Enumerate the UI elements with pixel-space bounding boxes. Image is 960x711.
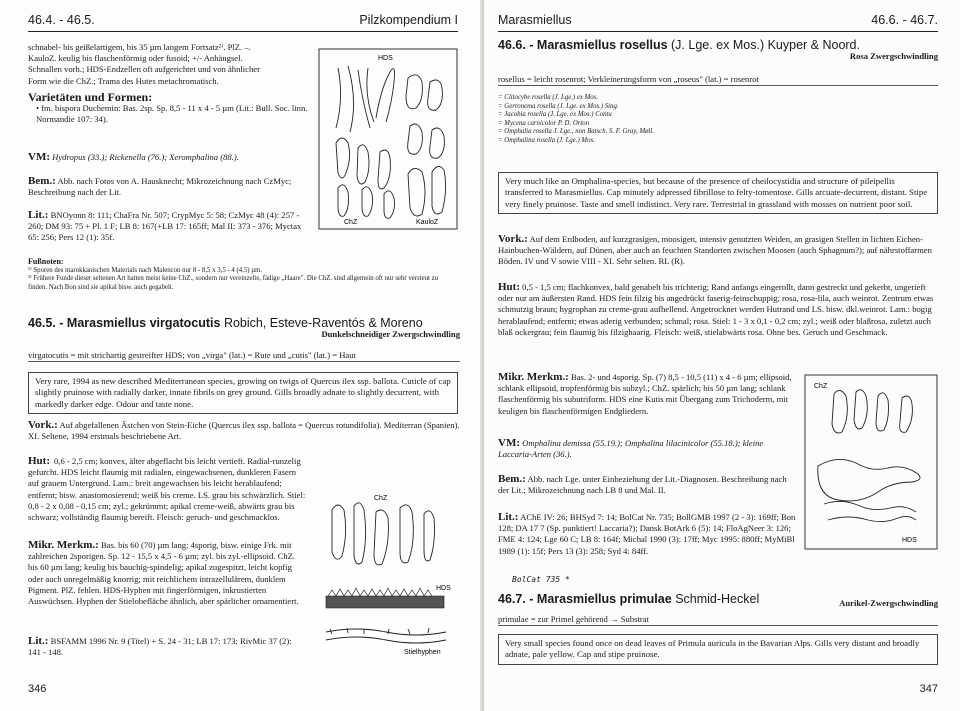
- hut-label: Hut:: [498, 281, 520, 293]
- varieties-text: • fm. bispora Duchemin: Bas. 2sp. Sp. 8,5 - 11 x 4 - 5 µm (Lit.: Bull. Soc. linn. Normandie 107: 34).: [36, 103, 308, 125]
- fig-label-hds: HDS: [902, 537, 917, 544]
- footnotes: [28, 258, 458, 292]
- vork-text: Auf abgefallenen Ästchen von Stein-Eiche (Quercus ilex ssp. ballota = Quercus rotundifolia). Mediterran (Spanien). XI. Seltene, 1994 erstmals beschriebene Art.: [28, 420, 460, 442]
- english-summary-text: Very rare, 1994 as new described Mediterranean species, growing on twigs of Quercus ilex ssp. ballota. Cuticle of cap slightly pruinose with radially darker, innate fibrils on grey ground. Gills broadly adnate to slightly decurrent, with markedly darker edge. Odour and taste none.: [35, 376, 451, 409]
- right-page-header: [498, 10, 938, 32]
- vm-text: Omphalina demissa (55.19.); Omphalina lilacinicolor (55.18.); kleine Laccaria-Arten (36.).: [498, 438, 764, 460]
- vork-label: Vork.:: [28, 419, 58, 431]
- mikr-label: Mikr. Merkm.:: [28, 539, 99, 551]
- mikr-text: Bas. 2- und 4sporig. Sp. (7) 8,5 - 10,5 (11) x 4 - 6 µm; ellipsoid, schlank ellipsoid, tropfenförmig bis subzyl.; ChZ. spärlich; bis 50 µm lang; schlank flaschenförmig bis subutriform. HDS eine Kutis mit Übergang zum Trichoderm, mit keuligen bis flaschenförmigen Endgliedern.: [498, 372, 792, 416]
- mikr-block: [28, 540, 306, 607]
- bem-label: Bem.:: [498, 473, 526, 485]
- left-header-section-range: 46.4. - 46.5.: [28, 13, 95, 27]
- section-common-name: Aurikel-Zwergschwindling: [839, 598, 938, 608]
- lit2-label: Lit.:: [28, 635, 49, 647]
- section-common-name: Dunkelschneidiger Zwergschwindling: [321, 329, 460, 340]
- fig2-label-stielhyphen: Stielhyphen: [404, 649, 441, 656]
- mikr-block: [498, 372, 798, 417]
- synonym: = Clitocybe rosella (J. Lge.) ex Mos.: [498, 94, 599, 101]
- vm-label: VM:: [498, 437, 520, 449]
- english-summary-2-text: Very small species found once on dead leaves of Primula auricula in the Bavarian Alps. Gills very distant and broadly adnate, pale yellow. Cap and stipe pruinose.: [505, 638, 920, 660]
- vm-text: Hydropus (33.); Rickenella (76.); Xeromphalina (88.).: [52, 152, 239, 162]
- left-page-header: [28, 10, 458, 32]
- intro-line: schnabel- bis geißelartigem, bis 35 µm langem Fortsatz²⁾. PlZ. –.: [28, 42, 251, 52]
- section-author: (J. Lge. ex Mos.) Kuyper & Noord.: [671, 38, 860, 52]
- etymology-text: virgatocutis = mit strichartig gestreifter HDS; von „virga" (lat.) = Rute und „cutis" (lat.) = Haut: [28, 350, 460, 362]
- hut-text: 0,5 - 1,5 cm; flachkonvex, bald genabelt bis trichterig; Rand anfangs eingerollt, dann gestreckt und gekerbt, ungerieft oder nur am äußersten Rand. HDS fein filzig bis angedrückt faserig-feinschuppig; rosa, rosa-lila, auch weinrot. Zentrum etwas schmutzig braun; hygrophan zu creme-grau aufhellend. Angetrocknet werden Hutrand und LS. bisw. dkl.weinrot. Lam.: bogig herablaufend; entfernt; etwas aderig verbunden; schmal; rosa. Stiel: 1 - 3 x 0,1 - 0,2 cm; zyl.; weiß oder blaßrosa, zuletzt auch blaß ockergrau; fein flaumig bis filzighaarig. Fleisch: weiß, stielabwärts rosa. Ohne bes. Geruch und Geschmack.: [498, 282, 934, 337]
- bem-block: [498, 474, 798, 496]
- vm-block: [28, 152, 310, 163]
- synonym: = Omphalina rosella (J. Lge.) Mos.: [498, 136, 595, 144]
- handwritten-note: BolCat 735 *: [512, 575, 570, 584]
- hut-text: 0,6 - 2,5 cm; konvex, älter abgeflacht bis leicht vertieft. Radial-runzelig gefurcht. HDS leicht flaumig mit radialen, eingewachsenen, dunkleren Fasern auf grauem Untergrund. Lam.: breit angewachsen bis leicht herablaufend; entfernt; bisw. anastomosierend; weiß bis creme. LS. grau bis schwärzlich. Stiel: 0,8 - 2 x 0,08 - 0,15 cm; zyl.; gekrümmt; apikal creme-weiß, abwärts grau bis schwarz; vollständig flaumig bereift. Fleisch: geruch- und geschmacklos.: [28, 456, 306, 523]
- etymology: [498, 74, 938, 86]
- synonym: = Omphalia rosella J. Lge., non Batsch, S. F. Gray, Møll.: [498, 128, 654, 136]
- section-title: 46.5. - Marasmiellus virgatocutis: [28, 316, 221, 330]
- fig-label-hds: HDS: [378, 55, 393, 62]
- lit2-block: [28, 636, 306, 658]
- mikr-label: Mikr. Merkm.:: [498, 371, 569, 383]
- vork-block: [498, 234, 938, 268]
- synonym: = Mycena carnicolor P. D. Orton: [498, 119, 590, 127]
- intro-line: Form wie die ChZ.; Trama des Hutes metachromatisch.: [28, 75, 219, 86]
- section-46-5-heading: [28, 318, 460, 340]
- right-page-number: 347: [919, 683, 938, 695]
- fig2-label-chz: ChZ: [374, 495, 388, 502]
- rosellus-drawing-figure: [804, 374, 938, 550]
- mikr-text: Bas. bis 60 (70) µm lang; 4sporig, bisw. einige Frk. mit zahlreichen 2sporigen. Sp. 12 - 15,5 x 4,5 - 6 µm; zyl. bis zyl.-ellipsoid. ChZ. bis 60 µm lang; keulig bis bauchig-spindelig; apikal zugespitzt, leicht kopfig oder auch unregelmäßig knorrig; mit reichlichem intrazellulärem, dunklem Pigment. PlZ. fehlen. HDS-Hyphen mit fingerförmigen, inkrustierten Auswüchsen. Hyphen der Stielobefläche ähnlich, aber spärlicher ornamentiert.: [28, 540, 299, 607]
- footnote-2: ²⁾ Frühere Funde dieser seltenen Art hatten meist keine ChZ., sondern nur vereinzelte, fädige „Haare". Die ChZ. sind allgemein oft nur sehr versteut zu finden. Nach Bon sind sie apikal bisw. auch gegabelt.: [28, 275, 439, 291]
- vork-label: Vork.:: [498, 233, 528, 245]
- vork-block: [28, 420, 460, 442]
- section-title: 46.7. - Marasmiellus primulae: [498, 592, 672, 606]
- varieties-block: [28, 92, 310, 126]
- etymology-2: [498, 614, 938, 626]
- bem-block: [28, 176, 310, 198]
- fig-label-chz: ChZ: [344, 219, 358, 226]
- etymology-text: rosellus = leicht rosenrot; Verkleinerungsform von „roseus" (lat.) = rosenrot: [498, 74, 938, 86]
- intro-line: KauloZ. keulig bis flaschenförmig oder fusoid; +/- Anhängsel.: [28, 53, 243, 64]
- vork-text: Auf dem Erdboden, auf kurzgrasigen, moosigen, intensiv genutzten Weiden, an grasigen Stellen in lichten Eichen-Hainbuchen-Wäldern, auf Dünen, aber auch an feuchten Standorten zwischen Moosen (auch Sphagnum?); auf nährstoffarmen Böden. IV und V sowie VIII - XI. Sehr selten. RL (R).: [498, 234, 932, 267]
- intro-line: Schnallen vorh.; HDS-Endzellen oft aufgerichtet und von ähnlicher: [28, 64, 260, 75]
- lit-label: Lit.:: [498, 511, 519, 523]
- synonym: = Jacobia rosella (J. Lge. ex Mos.) Contu: [498, 111, 612, 119]
- fig-label-chz: ChZ: [814, 383, 828, 390]
- lit2-text: BSFAMM 1996 Nr. 9 (Titel) + S. 24 - 31; LB 17: 173; RivMic 37 (2): 141 - 148.: [28, 636, 292, 658]
- section-author: Robich, Esteve-Raventós & Moreno: [223, 316, 423, 330]
- section-common-name: Rosa Zwergschwindling: [849, 51, 938, 62]
- english-summary-box: [498, 172, 938, 214]
- fig-label-kauloz: KauloZ: [416, 219, 439, 226]
- rosellus-drawing: [804, 374, 938, 550]
- bem-label: Bem.:: [28, 175, 56, 187]
- vm-block: [498, 438, 798, 460]
- bem-text: Abb. nach Fotos von A. Hausknecht; Mikrozeichnung nach CzMyc; Beschreibung nach der Lit.: [28, 176, 292, 198]
- english-summary-text: Very much like an Omphalina-species, but because of the presence of cheilocystidia and structure of pileipellis transferred to Marasmiellus. Cap minutely adpressed fibrillose to felty-tomentose. Gills arcuate-decurrent, distant. Stipe very finely pruinose. Taste and smell indistinct. Very rare. Terrestrial in grassland with mosses on nutrient poor soil.: [505, 176, 928, 209]
- etymology-2-text: primulae = zur Primel gehörend → Substrat: [498, 614, 938, 626]
- synonym: = Gerronema rosella (J. Lge. ex Mos.) Sing.: [498, 102, 619, 110]
- hut-label: Hut:: [28, 455, 50, 467]
- section-author: Schmid-Heckel: [675, 592, 760, 606]
- footnotes-heading: Fußnoten:: [28, 257, 64, 266]
- bem-text: Abb. nach Lge. unter Einbeziehung der Lit.-Diagnosen. Beschreibung nach der Lit.; Mikrozeichnung nach LB 8 und Mal. II.: [498, 474, 787, 496]
- footnote-1: ¹⁾ Sporen des marokkanischen Materials nach Malencon nur 8 - 8,5 x 3,5 - 4 (4,5) µm.: [28, 266, 263, 274]
- etymology: [28, 350, 460, 362]
- varieties-heading: Varietäten und Formen:: [28, 90, 153, 104]
- right-header-genus: Marasmiellus: [498, 13, 572, 27]
- synonym-list: [498, 94, 938, 146]
- lit-label: Lit.:: [28, 209, 49, 221]
- section-title: 46.6. - Marasmiellus rosellus: [498, 38, 668, 52]
- lit-block: [28, 210, 310, 244]
- lit-text: BNOyonn 8: 111; ChaFra Nr. 507; CrypMyc 5: 58; CzMyc 48 (4): 257 - 260; DM 93: 75 + Pl. 1 F; LB 8: 167(+LB 17: 165ff; Mal II: 373 - 376; Myctax 65: 256; Pers 12 (1): 35f.: [28, 210, 302, 243]
- lit-text: AChE IV: 26; BHSyd 7: 14; BolCat Nr. 735; BollGMB 1997 (2 - 3): 169ff; Bon 128; DA 17 7 (Sp. punktiert! Laccaria?); Dansk BotArk 6 (5): 14; FloAgNeer 3: 126; FME 4: 124; Lge 60 C; LB 8: 164f; Michal 1990 (3): 17ff; Myc 1995: 880ff; MyMiBl 1989 (1): 15f; Pers 13 (3): 258; Syd 4: 84ff.: [498, 512, 796, 556]
- section-46-7-heading: [498, 594, 938, 609]
- vm-label: VM:: [28, 151, 50, 163]
- left-header-book-title: Pilzkompendium I: [359, 13, 458, 27]
- english-summary-box-2: [498, 634, 938, 665]
- right-header-section-range: 46.6. - 46.7.: [871, 13, 938, 27]
- right-page: [484, 0, 960, 711]
- hut-block: [28, 456, 306, 523]
- hut-block: [498, 282, 938, 338]
- virgatocutis-drawing-figure: [318, 488, 458, 658]
- fig2-label-hds: HDS: [436, 585, 451, 592]
- micro-drawing: [318, 48, 458, 230]
- english-summary-box: [28, 372, 458, 414]
- left-page-number: 346: [28, 683, 47, 695]
- section-46-6-heading: [498, 40, 938, 62]
- micro-drawing-figure: [318, 48, 458, 230]
- intro-text: [28, 42, 308, 87]
- lit-block: [498, 512, 798, 557]
- virgatocutis-drawing: [318, 488, 458, 658]
